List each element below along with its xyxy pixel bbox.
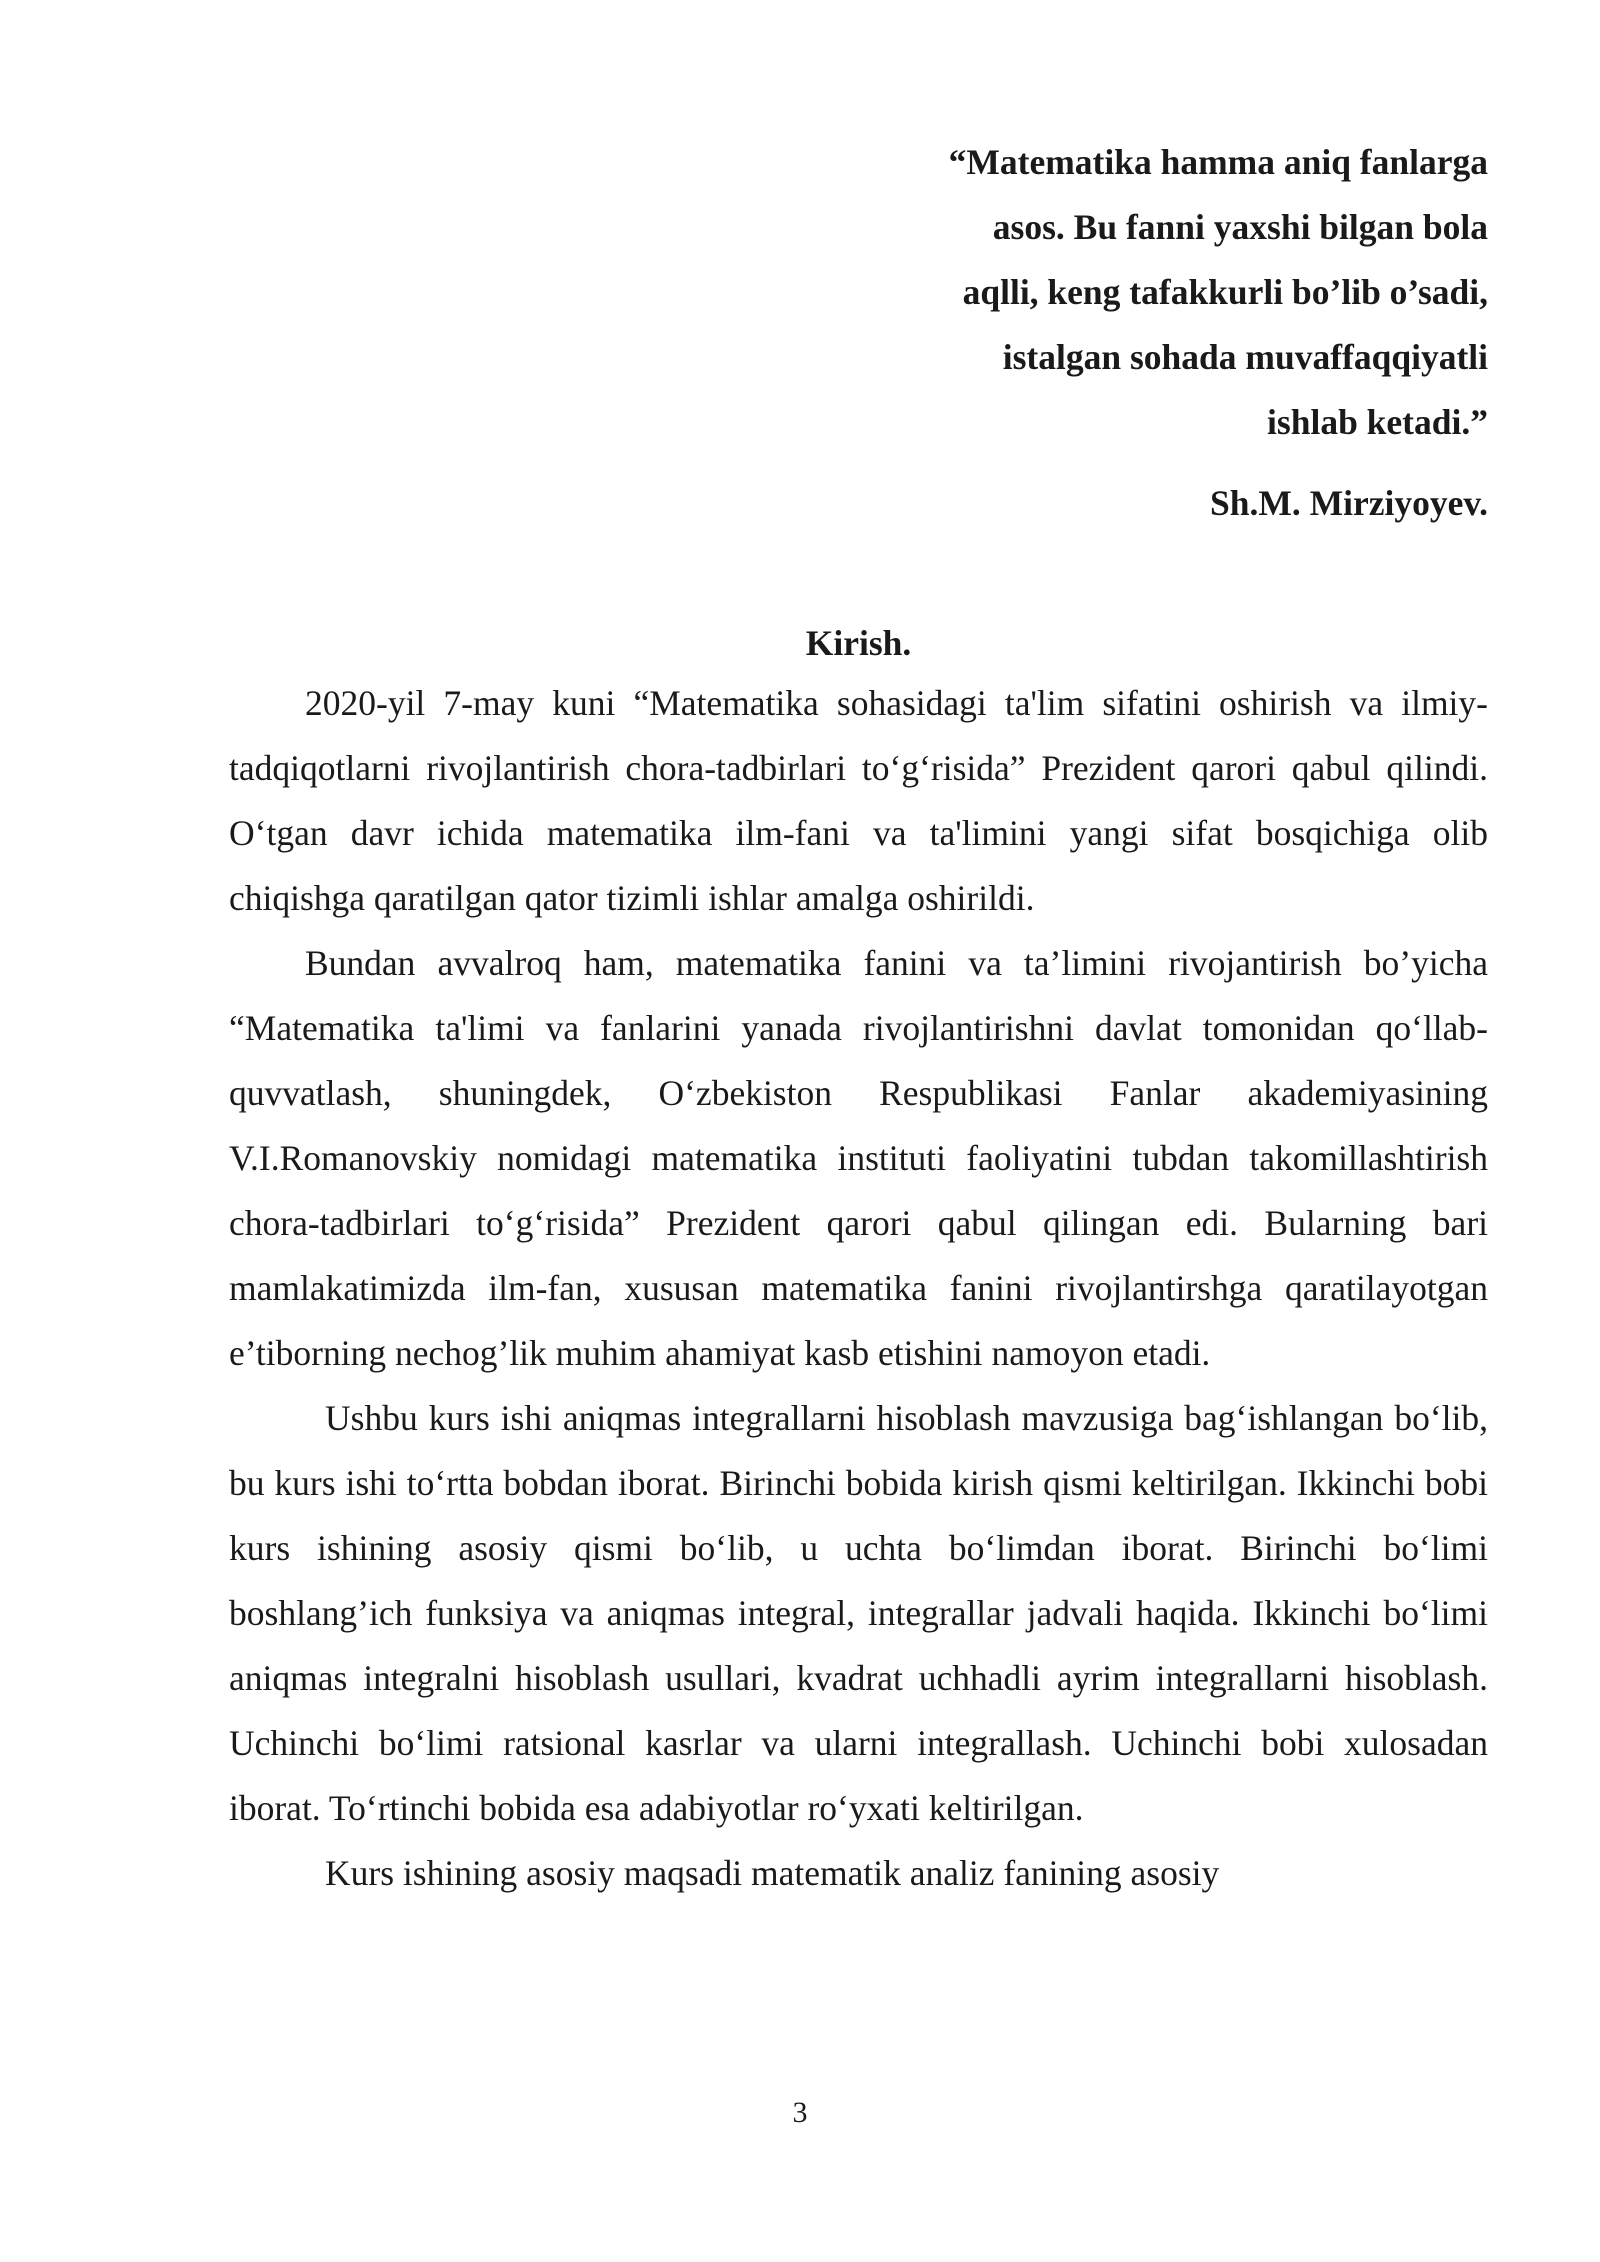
- epigraph-line: ishlab ketadi.”: [1267, 402, 1488, 442]
- page-number: 3: [792, 2096, 808, 2129]
- epigraph-line: asos. Bu fanni yaxshi bilgan bola: [992, 207, 1488, 247]
- document-page: [229, 130, 1488, 1906]
- epigraph-line: istalgan sohada muvaffaqqiyatli: [1002, 337, 1488, 377]
- body-paragraph: Bundan avvalroq ham, matematika fanini va ta’limini rivojantirish bo’yicha “Matematika ta'limi va fanlarini yanada rivojlantirishni davlat tomonidan qo‘llab-quvvatlash, shuningdek, O‘zbekiston Respublikasi Fanlar akademiyasining V.I.Romanovskiy nomidagi matematika instituti faoliyatini tubdan takomillashtirish chora-tadbirlari to‘g‘risida” Prezident qarori qabul qilingan edi. Bularning bari mamlakatimizda ilm-fan, xususan matematika fanini rivojlantirshga qaratilayotgan e’tiborning nechog’lik muhim ahamiyat kasb etishini namoyon etadi.: [229, 943, 1488, 1373]
- body-paragraph: Kurs ishining asosiy maqsadi matematik analiz fanining asosiy: [325, 1853, 1220, 1893]
- epigraph-quote: [888, 130, 1488, 455]
- epigraph-line: aqlli, keng tafakkurli bo’lib o’sadi,: [962, 272, 1488, 312]
- body-paragraph: 2020-yil 7-may kuni “Matematika sohasidagi ta'lim sifatini oshirish va ilmiy-tadqiqotlarni rivojlantirish chora-tadbirlari to‘g‘risida” Prezident qarori qabul qilindi. O‘tgan davr ichida matematika ilm-fani va ta'limini yangi sifat bosqichiga olib chiqishga qaratilgan qator tizimli ishlar amalga oshirildi.: [229, 683, 1488, 918]
- section-heading: Kirish.: [805, 623, 912, 663]
- epigraph-author: Sh.M. Mirziyoyev.: [1209, 483, 1488, 523]
- epigraph-line: “Matematika hamma aniq fanlarga: [948, 142, 1488, 182]
- body-paragraph: Ushbu kurs ishi aniqmas integrallarni hisoblash mavzusiga bag‘ishlangan bo‘lib, bu kurs ishi to‘rtta bobdan iborat. Birinchi bobida kirish qismi keltirilgan. Ikkinchi bobi kurs ishining asosiy qismi bo‘lib, u uchta bo‘limdan iborat. Birinchi bo‘limi boshlang’ich funksiya va aniqmas integral, integrallar jadvali haqida. Ikkinchi bo‘limi aniqmas integralni hisoblash usullari, kvadrat uchhadli ayrim integrallarni hisoblash. Uchinchi bo‘limi ratsional kasrlar va ularni integrallash. Uchinchi bobi xulosadan iborat. To‘rtinchi bobida esa adabiyotlar ro‘yxati keltirilgan.: [229, 1398, 1488, 1828]
